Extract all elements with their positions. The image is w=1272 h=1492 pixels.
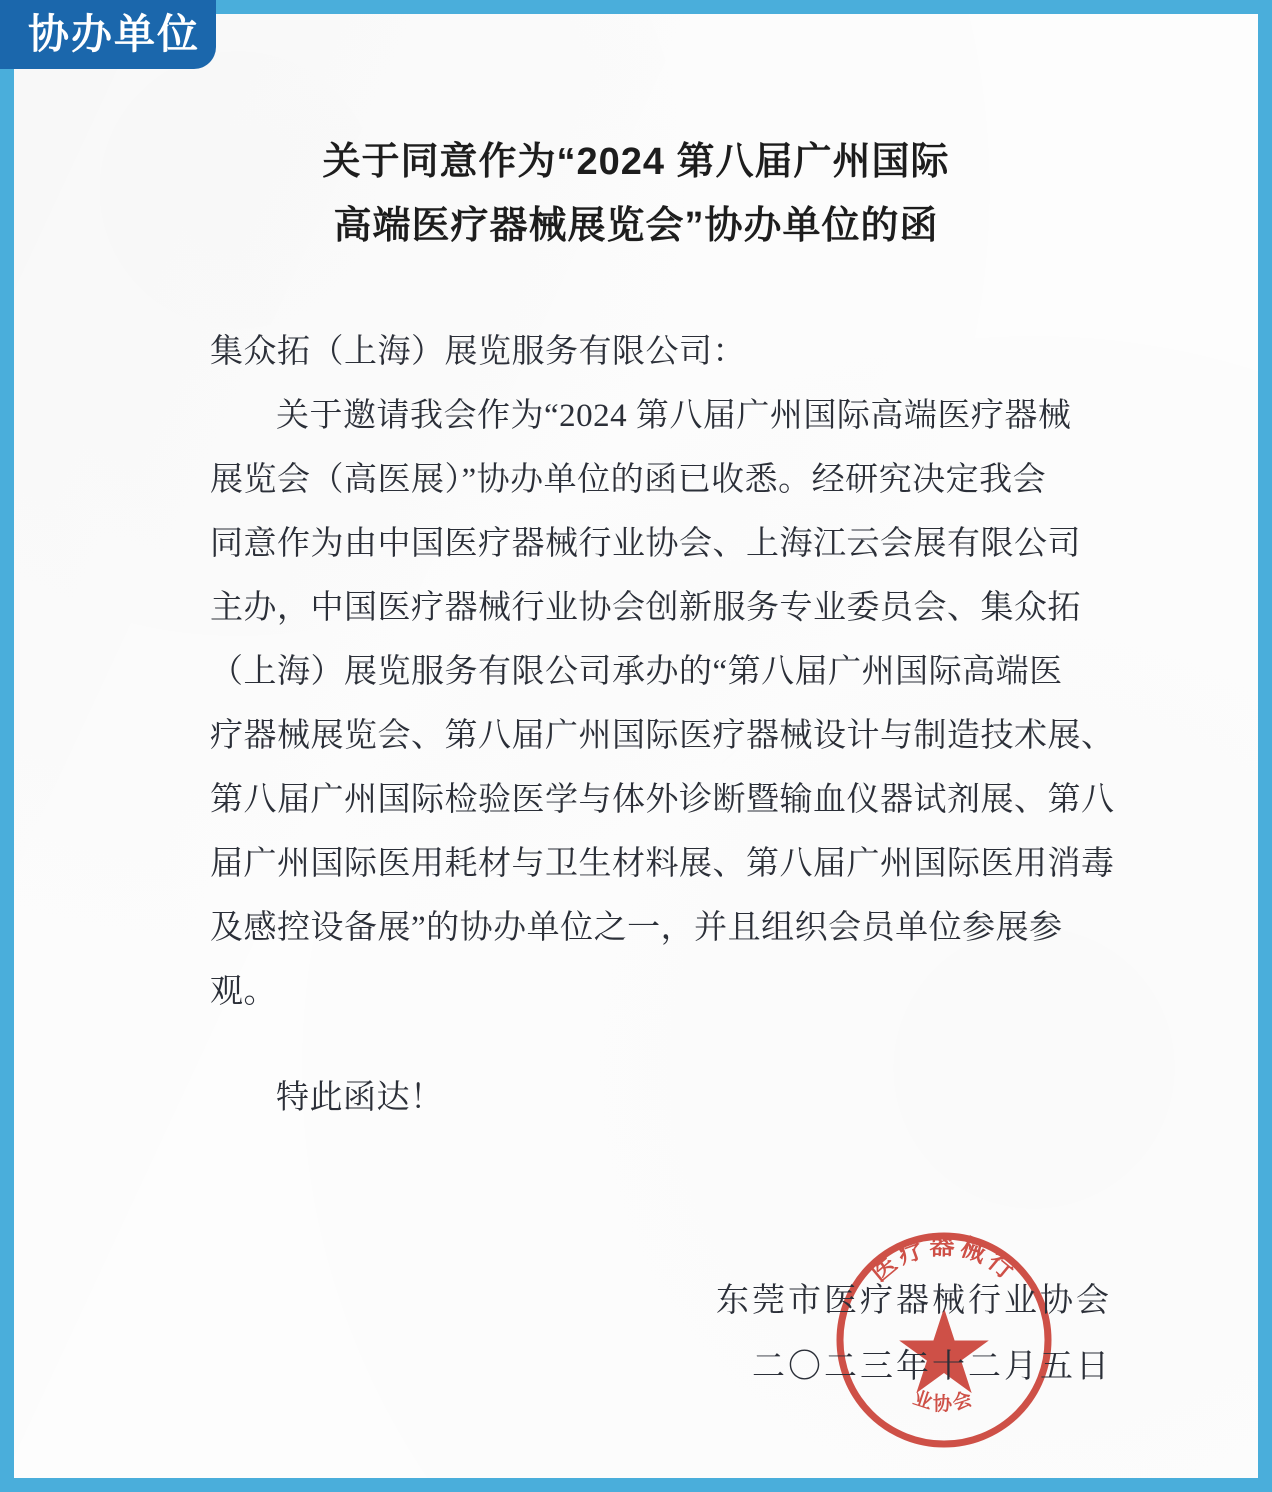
- seal-top-text: 医疗器械行: [865, 1233, 1023, 1288]
- page-title-line-1: 关于同意作为“2024 第八届广州国际: [322, 141, 950, 183]
- body-line-7: 第八届广州国际检验医学与体外诊断暨输血仪器试剂展、第八: [210, 782, 1115, 818]
- letter-body: [14, 11, 1258, 1478]
- section-tag-badge: [0, 0, 216, 69]
- body-line-10: 观。: [210, 974, 277, 1010]
- paragraph-gap: [210, 1024, 1120, 1066]
- body-line-6: 疗器械展览会、第八届广州国际医疗器械设计与制造技术展、: [210, 718, 1115, 754]
- closing-line: 特此函达！: [276, 1080, 444, 1116]
- body-line-8: 届广州国际医用耗材与卫生材料展、第八届广州国际医用消毒: [210, 846, 1115, 882]
- signature-block: [716, 1268, 1112, 1400]
- seal-bottom-text: 业协会: [910, 1387, 978, 1415]
- body-line-3: 同意作为由中国医疗器械行业协会、上海江云会展有限公司: [210, 526, 1081, 562]
- section-tag-label: 协办单位: [28, 11, 200, 57]
- body-line-2: 展览会（高医展）”协办单位的函已收悉。经研究决定我会: [210, 462, 1047, 498]
- signature-date: 二〇二三年十二月五日: [752, 1349, 1112, 1385]
- document-paper: [14, 11, 1258, 1478]
- page-title-line-2: 高端医疗器械展览会”协办单位的函: [333, 205, 939, 247]
- body-line-5: （上海）展览服务有限公司承办的“第八届广州国际高端医: [210, 654, 1063, 690]
- body-line-4: 主办，中国医疗器械行业协会创新服务专业委员会、集众拓: [210, 590, 1081, 626]
- body-line-9: 及感控设备展”的协办单位之一，并且组织会员单位参展参: [210, 910, 1063, 946]
- signature-organization: 东莞市医疗器械行业协会: [716, 1283, 1112, 1319]
- letter-text: [210, 320, 1120, 1130]
- salutation: 集众拓（上海）展览服务有限公司：: [210, 334, 746, 370]
- body-line-1: 关于邀请我会作为“2024 第八届广州国际高端医疗器械: [276, 398, 1072, 434]
